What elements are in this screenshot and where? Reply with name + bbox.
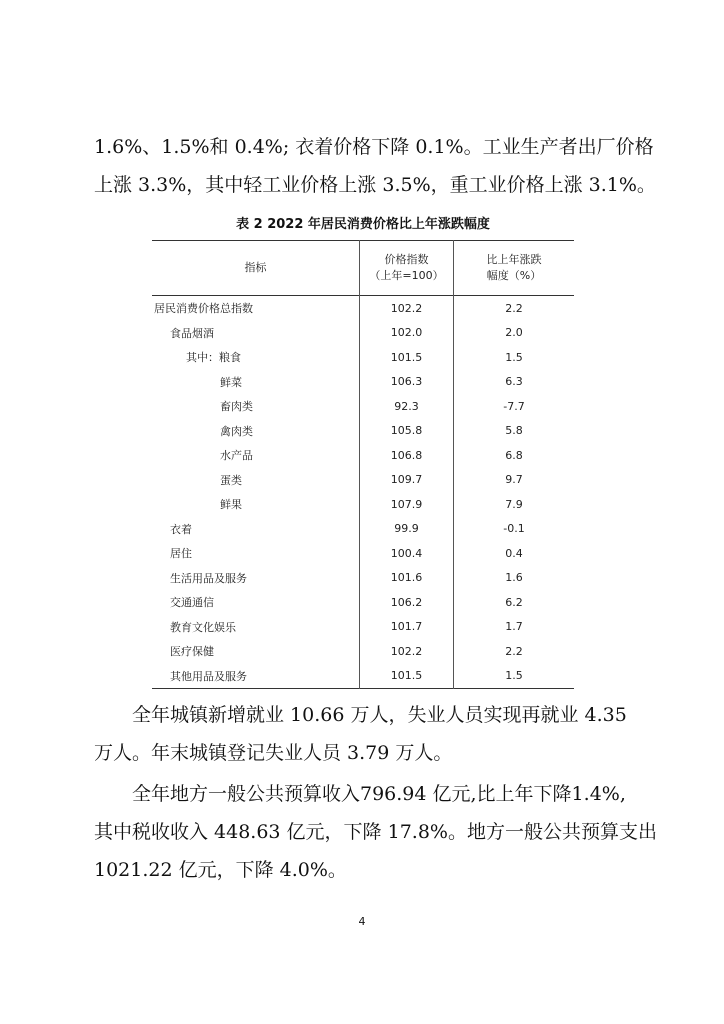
row-index: 106.2 [360, 590, 454, 615]
row-label: 食品烟酒 [152, 321, 360, 346]
row-index: 106.3 [360, 370, 454, 395]
row-index: 100.4 [360, 541, 454, 566]
row-change: 7.9 [505, 497, 523, 511]
table-row [152, 517, 574, 542]
row-change: 9.7 [505, 473, 523, 487]
table-row [152, 345, 574, 370]
row-index: 99.9 [360, 517, 454, 542]
paragraph-line: 上涨 3.3%，其中轻工业价格上涨 3.5%，重工业价格上涨 3.1%。 [94, 174, 656, 196]
row-index: 101.5 [360, 664, 454, 689]
row-index: 92.3 [360, 394, 454, 419]
page-number: 4 [358, 915, 366, 928]
header-change-line1: 比上年涨跌 [486, 253, 542, 266]
table-row [152, 590, 574, 615]
row-change: 6.2 [505, 595, 523, 609]
table-row [152, 664, 574, 689]
row-change: 1.6 [505, 571, 523, 585]
paragraph-line: 万人。年末城镇登记失业人员 3.79 万人。 [94, 742, 453, 764]
header-indicator: 指标 [152, 241, 360, 296]
table-row [152, 615, 574, 640]
row-index: 102.2 [360, 639, 454, 664]
paragraph-budget [94, 775, 657, 889]
table-row [152, 566, 574, 591]
table-title: 表 2 2022 年居民消费价格比上年涨跌幅度 [236, 217, 490, 232]
row-index: 105.8 [360, 419, 454, 444]
row-label: 水产品 [152, 443, 360, 468]
row-label: 其他用品及服务 [152, 664, 360, 689]
price-index-table [152, 240, 574, 689]
row-change: 1.7 [505, 620, 523, 634]
row-change: 2.2 [505, 644, 523, 658]
row-change: 2.0 [505, 326, 523, 340]
paragraph-line: 全年城镇新增就业 10.66 万人，失业人员实现再就业 4.35 [132, 704, 627, 726]
row-index: 102.2 [360, 296, 454, 321]
paragraph-line: 1.6%、1.5%和 0.4%; 衣着价格下降 0.1%。工业生产者出厂价格 [94, 136, 654, 158]
row-index: 101.7 [360, 615, 454, 640]
paragraph-line: 其中税收收入 448.63 亿元，下降 17.8%。地方一般公共预算支出 [94, 821, 657, 843]
row-label: 鲜菜 [152, 370, 360, 395]
row-change: 1.5 [505, 669, 523, 683]
table-row [152, 394, 574, 419]
paragraph-price-summary [94, 128, 656, 204]
row-label: 鲜果 [152, 492, 360, 517]
table-row [152, 468, 574, 493]
row-label: 教育文化娱乐 [152, 615, 360, 640]
table-row [152, 296, 574, 321]
paragraph-employment [94, 696, 638, 772]
row-change: 6.3 [505, 375, 523, 389]
table-row [152, 443, 574, 468]
row-label: 其中：粮食 [152, 345, 360, 370]
table-row [152, 370, 574, 395]
row-label: 衣着 [152, 517, 360, 542]
row-change: -0.1 [503, 522, 525, 536]
paragraph-line: 全年地方一般公共预算收入796.94 亿元,比上年下降1.4%, [132, 783, 626, 805]
row-index: 106.8 [360, 443, 454, 468]
table-row [152, 419, 574, 444]
table-row [152, 492, 574, 517]
row-label: 居民消费价格总指数 [152, 296, 360, 321]
row-change: 0.4 [505, 546, 523, 560]
row-change: 2.2 [505, 301, 523, 315]
row-change: -7.7 [503, 399, 525, 413]
row-change: 6.8 [505, 448, 523, 462]
row-index: 109.7 [360, 468, 454, 493]
row-index: 102.0 [360, 321, 454, 346]
row-label: 蛋类 [152, 468, 360, 493]
table-row [152, 639, 574, 664]
header-price-index-line2: （上年=100） [369, 269, 444, 282]
row-index: 101.5 [360, 345, 454, 370]
row-label: 畜肉类 [152, 394, 360, 419]
paragraph-line: 1021.22 亿元，下降 4.0%。 [94, 859, 347, 881]
row-label: 居住 [152, 541, 360, 566]
row-label: 交通通信 [152, 590, 360, 615]
row-index: 107.9 [360, 492, 454, 517]
table-row [152, 321, 574, 346]
row-label: 生活用品及服务 [152, 566, 360, 591]
row-index: 101.6 [360, 566, 454, 591]
header-price-index [360, 241, 454, 296]
row-change: 5.8 [505, 424, 523, 438]
header-change-line2: 幅度（%） [486, 269, 542, 282]
row-label: 禽肉类 [152, 419, 360, 444]
header-change [454, 241, 575, 296]
row-label: 医疗保健 [152, 639, 360, 664]
row-change: 1.5 [505, 350, 523, 364]
table-row [152, 541, 574, 566]
table-header-row [152, 241, 574, 296]
header-price-index-line1: 价格指数 [384, 253, 429, 266]
